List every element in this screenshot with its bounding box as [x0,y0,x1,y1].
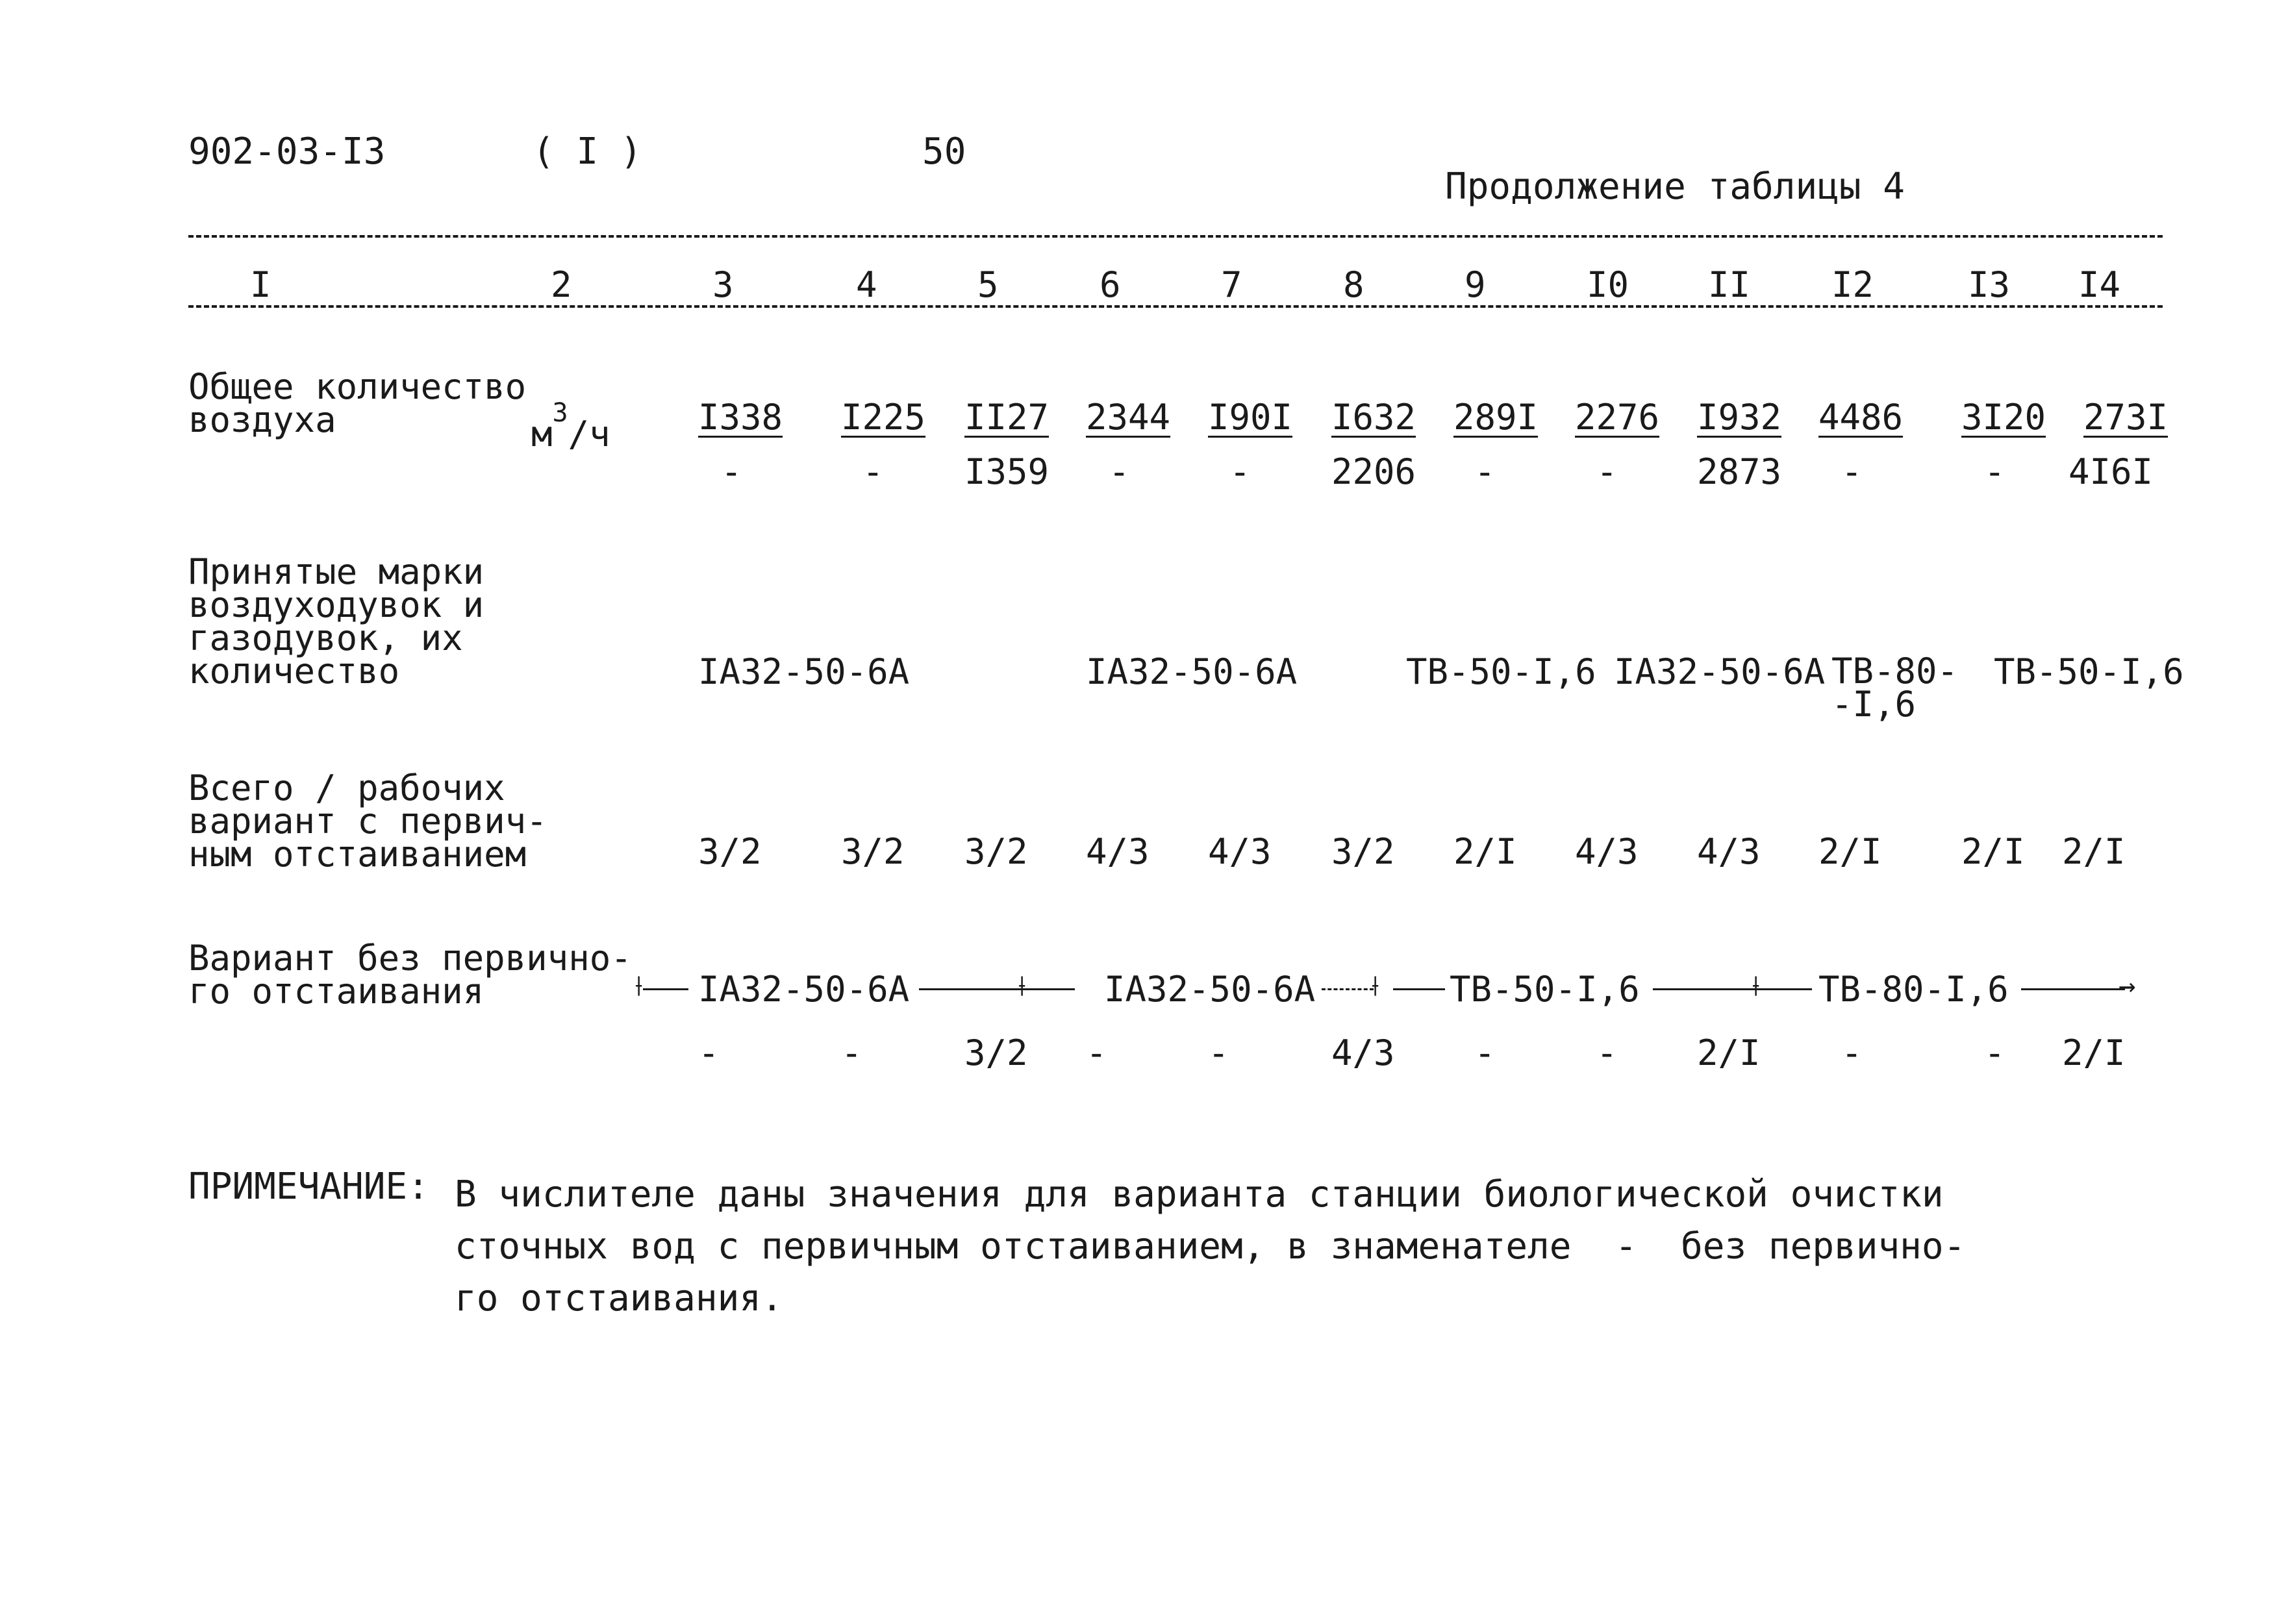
total-working-value: 2/I [1961,831,2025,872]
air-numerator: I338 [698,397,783,438]
column-number: 5 [977,264,999,305]
total-working-value: 4/3 [1208,831,1272,872]
air-denominator: I359 [964,451,1050,492]
variant-count: - [1208,1032,1229,1073]
total-working-value: 4/3 [1697,831,1761,872]
range-arrow-tick: ⟊ [1372,969,1379,1003]
column-number: 2 [551,264,572,305]
variant-blower-model: TB-80-I,6 [1818,969,2009,1010]
note-label: ПРИМЕЧАНИЕ: [188,1166,429,1208]
range-arrow-tick: ⟊ [1752,969,1760,1003]
air-numerator: II27 [964,397,1050,438]
variant-count: - [1086,1032,1107,1073]
blower-model: IA32-50-6A [1614,651,1826,692]
table-continuation-title: Продолжение таблицы 4 [1445,166,1905,208]
variant-count: 3/2 [964,1032,1028,1073]
air-denominator: 4I6I [2068,451,2154,492]
air-denominator: 2873 [1697,451,1782,492]
variant-count: 4/3 [1331,1032,1395,1073]
blower-model: IA32-50-6A [1086,651,1298,692]
variant-count: - [1841,1032,1863,1073]
air-denominator: - [1984,451,2005,492]
variant-count: - [1596,1032,1618,1073]
note-text: В числителе даны значения для варианта станции биологической очистки сточных вод с первичным отстаиванием, в знаменателе - без первично- го отстаивания. [455,1173,1966,1319]
column-number: 8 [1343,264,1364,305]
range-arrow-line [2021,988,2125,990]
blower-model: TB-50-I,6 [1406,651,1596,692]
variant-count: 2/I [2062,1032,2126,1073]
range-arrow-tick: ⟊ [1018,969,1026,1003]
header-top-rule [188,235,2163,238]
column-number: 6 [1100,264,1121,305]
page-number: 50 [922,131,966,173]
total-working-value: 3/2 [964,831,1028,872]
variant-blower-model: IA32-50-6A [1104,969,1316,1010]
range-arrow-line [643,988,688,990]
air-numerator: 3I20 [1961,397,2046,438]
row-label-blower-models: Принятые марки воздуходувок и газодувок, их количество [188,551,484,692]
air-denominator: - [1109,451,1130,492]
range-arrow-line [1322,988,1374,990]
range-arrow-line [919,988,1075,990]
document-code: 902-03-I3 [188,131,386,173]
column-number: 9 [1465,264,1486,305]
column-number: I [250,264,271,305]
document-part: ( I ) [533,131,642,173]
blower-model: IA32-50-6A [698,651,910,692]
range-arrow-line [1653,988,1812,990]
air-denominator: 2206 [1331,451,1416,492]
column-number: 4 [856,264,877,305]
total-working-value: 2/I [1453,831,1517,872]
column-number: I3 [1968,264,2011,305]
air-numerator: I932 [1697,397,1782,438]
variant-count: 2/I [1697,1032,1761,1073]
blower-model: TB-50-I,6 [1994,651,2184,692]
variant-count: - [841,1032,862,1073]
variant-count: - [1984,1032,2005,1073]
air-denominator: - [1596,451,1618,492]
column-number: 3 [712,264,734,305]
column-number: 7 [1221,264,1242,305]
air-numerator: I90I [1208,397,1293,438]
range-arrow-head: → [2118,969,2136,1003]
row-label-variant-no-primary: Вариант без первично- го отстаивания [188,938,632,1012]
total-working-value: 3/2 [841,831,905,872]
air-numerator: 2344 [1086,397,1171,438]
total-working-value: 2/I [2062,831,2126,872]
row-label-total-working: Всего / рабочих вариант с первич- ным отстаиванием [188,768,547,875]
air-denominator: - [1841,451,1863,492]
variant-blower-model: IA32-50-6A [698,969,910,1010]
column-number: II [1708,264,1751,305]
air-numerator: 289I [1453,397,1539,438]
column-number: I0 [1587,264,1629,305]
total-working-value: 3/2 [1331,831,1395,872]
header-bottom-rule [188,305,2163,308]
air-numerator: I225 [841,397,926,438]
air-numerator: 4486 [1818,397,1904,438]
total-working-value: 2/I [1818,831,1882,872]
air-numerator: I632 [1331,397,1416,438]
total-working-value: 4/3 [1086,831,1150,872]
blower-model: TB-80- -I,6 [1831,651,1959,725]
row-label-air-quantity: Общее количество воздуха [188,366,527,440]
air-unit: $м^3/ч$ [531,398,610,455]
air-denominator: - [1229,451,1251,492]
range-arrow-tick: ⟊ [635,969,643,1003]
column-number: I2 [1831,264,1874,305]
air-denominator: - [1474,451,1496,492]
air-numerator: 273I [2083,397,2169,438]
variant-count: - [698,1032,720,1073]
total-working-value: 3/2 [698,831,762,872]
column-number: I4 [2078,264,2121,305]
total-working-value: 4/3 [1575,831,1639,872]
range-arrow-line [1393,988,1445,990]
variant-count: - [1474,1032,1496,1073]
variant-blower-model: TB-50-I,6 [1450,969,1640,1010]
air-denominator: - [721,451,742,492]
air-numerator: 2276 [1575,397,1660,438]
air-denominator: - [862,451,884,492]
